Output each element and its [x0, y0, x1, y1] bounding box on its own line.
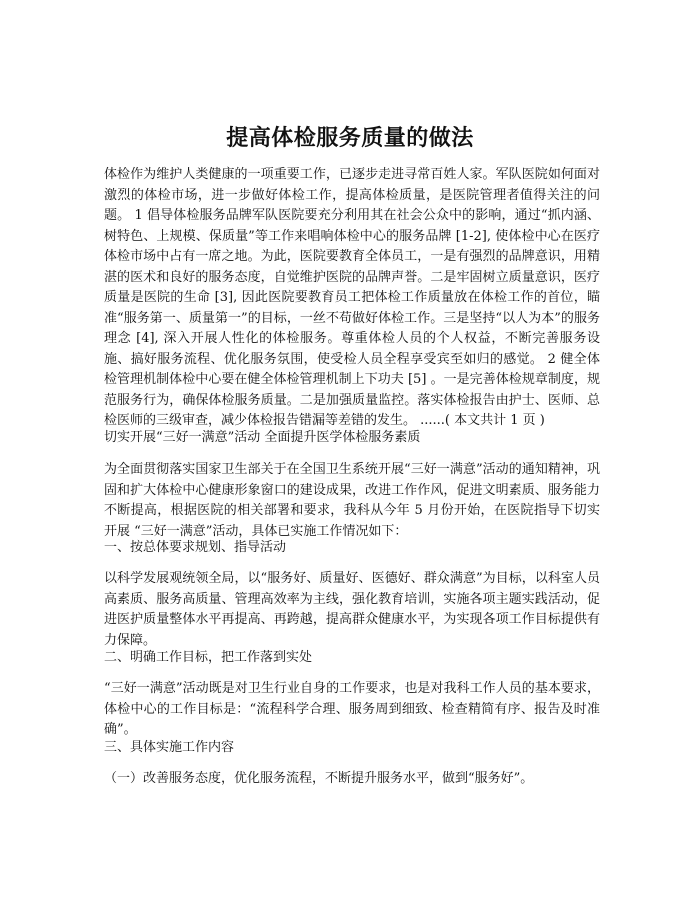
sub-heading-1: （一）改善服务态度，优化服务流程，不断提升服务水平，做到“服务好”。	[104, 771, 534, 786]
paragraph-2: “三好一满意”活动既是对卫生行业自身的工作要求，也是对我科工作人员的基本要求，体检中心的工作目标是：“流程科学合理、服务周到细致、检查精简有序、报告及时准确”。	[104, 681, 600, 737]
paragraph-1: 以科学发展观统领全局，以“服务好、质量好、医德好、群众满意”为目标，以科室人员高素质、服务高质量、管理高效率为主线，强化教育培训，实施各项主题实践活动，促进医护质量整体水平再提高、再跨越，提高群众健康水平，为实现各项工作目标提供有力保障。	[104, 571, 600, 648]
document-title: 提高体检服务质量的做法	[226, 125, 474, 151]
heading-1: 一、按总体要求规划、指导活动	[104, 540, 287, 555]
heading-3: 三、具体实施工作内容	[104, 740, 235, 755]
abstract-paragraph: 体检作为维护人类健康的一项重要工作，已逐步走进寻常百姓人家。军队医院如何面对激烈的体检市场，进一步做好体检工作，提高体检质量，是医院管理者值得关注的问题。 1 倡导体检服务品牌军队医院要充分利用其在社会公众中的影响，通过“抓内涵、树特色、上规模、保质量”等工作来唱响体检中心的服务品牌 [1-2], 使体检中心在医疗体检市场中占有一席之地。为此，医院要教育全体员工，一是有强烈的品牌意识，用精湛的医术和良好的服务态度，自觉维护医院的品牌声誉。二是牢固树立质量意识，医疗质量是医院的生命 [3], 因此医院要教育员工把体检工作质量放在体检工作的首位，瞄准“服务第一、质量第一”的目标，一丝不苟做好体检工作。三是坚持“以人为本”的服务理念 [4], 深入开展人性化的体检服务。尊重体检人员的个人权益，不断完善服务设施、搞好服务流程、优化服务氛围，使受检人员全程享受宾至如归的感觉。 2 健全体检管理机制体检中心要在健全体检管理机制上下功夫 [5] 。一是完善体检规章制度，规范服务行为，确保体检服务质量。二是加强质量监控。落实体检报告由护士、医师、总检医师的三级审查，减少体检报告错漏等差错的发生。 ......( 本文共计 1 页 )	[104, 167, 600, 428]
section-title: 切实开展“三好一满意”活动 全面提升医学体检服务素质	[104, 430, 421, 445]
heading-2: 二、明确工作目标，把工作落到实处	[104, 650, 313, 665]
intro-paragraph: 为全面贯彻落实国家卫生部关于在全国卫生系统开展“三好一满意”活动的通知精神，巩固和扩大体检中心健康形象窗口的建设成果，改进工作作风，促进文明素质、服务能力不断提高，根据医院的相关部署和要求，我科从今年 5 月份开始，在医院指导下切实开展 “三好一满意”活动，具体已实施工作情况如下：	[104, 462, 600, 539]
